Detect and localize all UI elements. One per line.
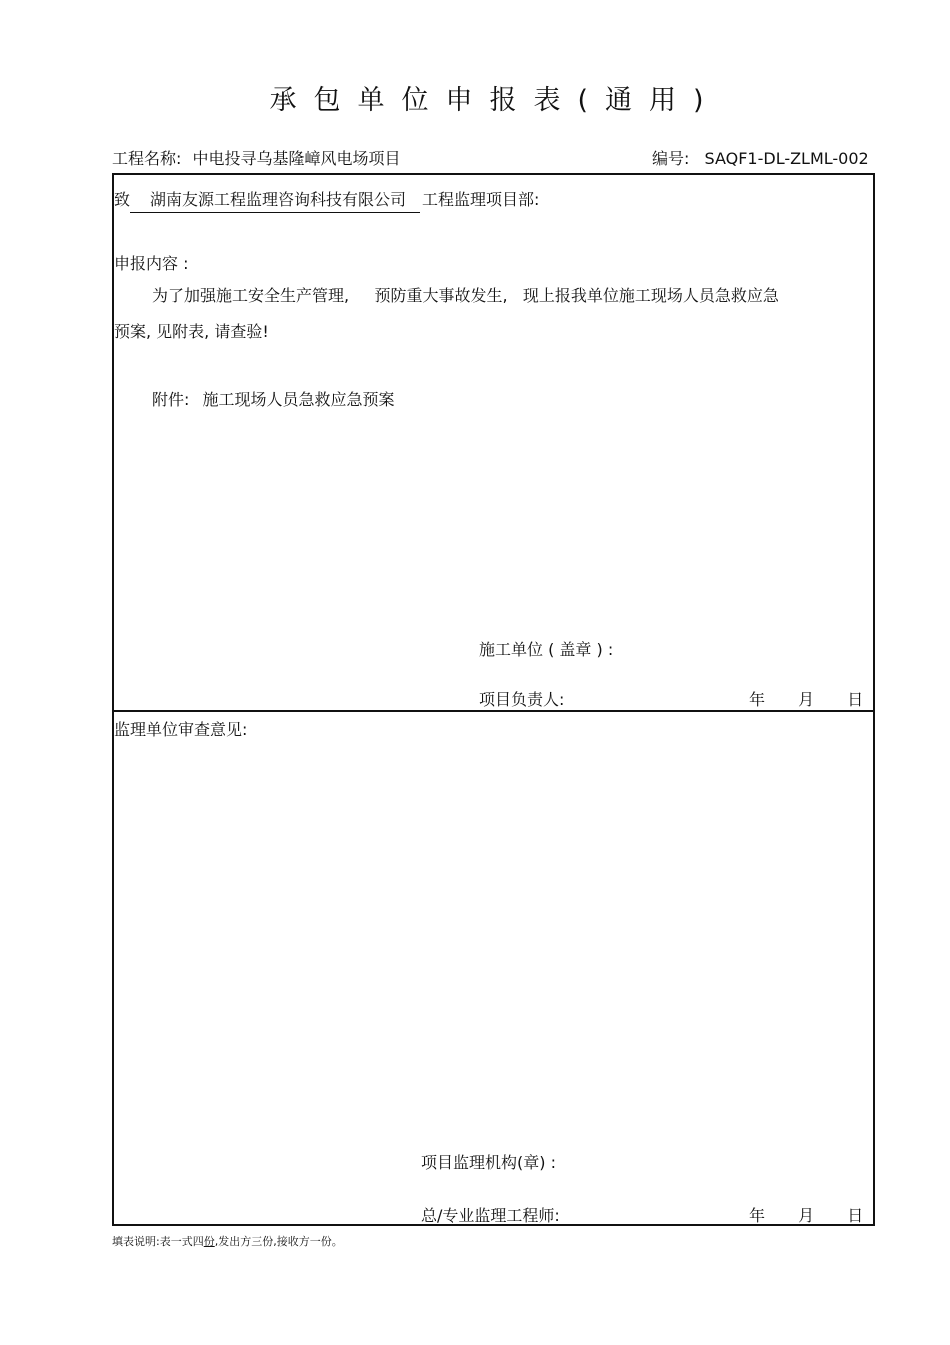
report-heading: 申报内容 : (114, 254, 189, 273)
report-body-line1: 为了加强施工安全生产管理, 预防重大事故发生, 现上报我单位施工现场人员急救应急 (152, 286, 779, 305)
addressee-row (114, 187, 539, 213)
date-month: 月 (798, 690, 815, 709)
supervising-engineer-label: 总/专业监理工程师: (421, 1206, 560, 1225)
footnote-prefix: 填表说明:表一式四 (112, 1235, 204, 1248)
project-name-row (112, 146, 401, 169)
report-date (749, 687, 863, 710)
form-number-row (652, 146, 869, 169)
report-body-line2: 预案, 见附表, 请查验! (114, 322, 269, 341)
contractor-seal-label: 施工单位 ( 盖章 ) : (479, 640, 614, 659)
section-divider (112, 710, 873, 712)
date-year: 年 (749, 1206, 766, 1225)
page-title: 承包单位申报表(通用) (269, 85, 721, 116)
footnote (112, 1233, 343, 1249)
footnote-underlined: 份 (203, 1235, 215, 1248)
project-name-label: 工程名称: (112, 149, 182, 168)
project-name-value: 中电投寻乌基隆嶂风电场项目 (192, 149, 401, 168)
date-day: 日 (847, 690, 864, 709)
supervisor-company-field: 湖南友源工程监理咨询科技有限公司 (130, 187, 420, 213)
project-manager-label: 项目负责人: (479, 690, 565, 709)
date-month: 月 (798, 1206, 815, 1225)
review-date (749, 1203, 863, 1226)
date-year: 年 (749, 690, 766, 709)
date-day: 日 (847, 1206, 864, 1225)
attachment-name: 施工现场人员急救应急预案 (202, 390, 395, 409)
supervision-org-seal-label: 项目监理机构(章) : (421, 1153, 556, 1172)
footnote-suffix: ,发出方三份,接收方一份。 (214, 1235, 343, 1248)
addressee-prefix: 致 (114, 190, 131, 209)
review-heading: 监理单位审查意见: (114, 720, 248, 739)
attachment-row (152, 387, 395, 410)
form-number-label: 编号: (652, 149, 690, 168)
attachment-label: 附件: (152, 390, 190, 409)
form-number-value: SAQF1-DL-ZLML-002 (704, 149, 869, 168)
addressee-suffix: 工程监理项目部: (422, 190, 540, 209)
